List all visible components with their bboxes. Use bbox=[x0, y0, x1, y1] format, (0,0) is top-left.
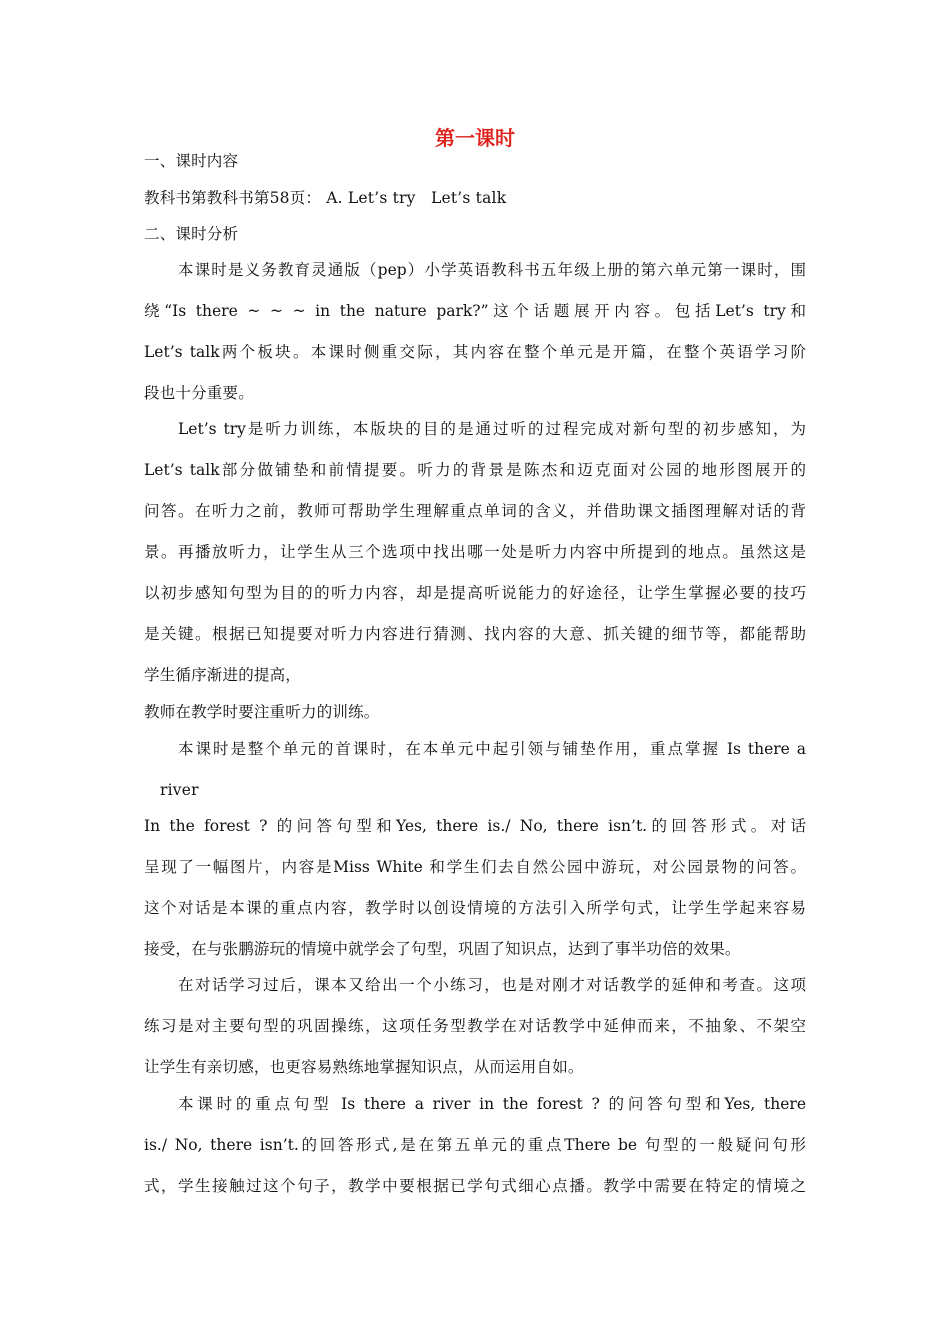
p2-line-1: Let’s try是听力训练，本版块的目的是通过听的过程完成对新句型的初步感知，为 bbox=[178, 420, 806, 438]
p3-line-1: 本课时是整个单元的首课时，在本单元中起引领与铺垫作用，重点掌握 Is there a bbox=[178, 740, 806, 758]
p5-line-2: is./ No, there isn’t.的回答形式,是在第五单元的重点There be 句型的一般疑问句形 bbox=[144, 1136, 806, 1154]
p2-line-3: 问答。在听力之前，教师可帮助学生理解重点单词的含义，并借助课文插图理解对话的背 bbox=[144, 502, 806, 520]
p2-line-4: 景。再播放听力，让学生从三个选项中找出哪一处是听力内容中所提到的地点。虽然这是 bbox=[144, 543, 806, 561]
p2-line-8: 教师在教学时要注重听力的训练。 bbox=[144, 703, 380, 721]
p3-line-6: 接受，在与张鹏游玩的情境中就学会了句型，巩固了知识点，达到了事半功倍的效果。 bbox=[144, 940, 741, 958]
p2-line-7: 学生循序渐进的提高， bbox=[144, 666, 302, 684]
p1-line-1: 本课时是义务教育灵通版（pep）小学英语教科书五年级上册的第六单元第一课时，围 bbox=[178, 261, 806, 279]
section-heading-content: 一、课时内容 bbox=[144, 152, 239, 170]
p4-line-2: 练习是对主要句型的巩固操练，这项任务型教学在对话教学中延伸而来，不抽象、不架空 bbox=[144, 1017, 806, 1035]
p5-line-1: 本课时的重点句型 Is there a river in the forest ? 的问答句型和Yes, there bbox=[178, 1095, 806, 1113]
p3-line-4: 呈现了一幅图片，内容是Miss White 和学生们去自然公园中游玩，对公园景物的问答。 bbox=[144, 858, 806, 876]
p2-line-2: Let’s talk部分做铺垫和前情提要。听力的背景是陈杰和迈克面对公园的地形图展开的 bbox=[144, 461, 806, 479]
p3-line-5: 这个对话是本课的重点内容，教学时以创设情境的方法引入所学句式，让学生学起来容易 bbox=[144, 899, 806, 917]
textbook-reference: 教科书第教科书第58页： A. Let’s try Let’s talk bbox=[144, 189, 507, 207]
p2-line-6: 是关键。根据已知提要对听力内容进行猜测、找内容的大意、抓关键的细节等，都能帮助 bbox=[144, 625, 806, 643]
p1-line-3: Let’s talk两个板块。本课时侧重交际，其内容在整个单元是开篇，在整个英语学习阶 bbox=[144, 343, 806, 361]
p1-line-4: 段也十分重要。 bbox=[144, 384, 254, 402]
p3-line-2: river bbox=[160, 781, 199, 799]
p4-line-3: 让学生有亲切感，也更容易熟练地掌握知识点，从而运用自如。 bbox=[144, 1058, 584, 1076]
section-heading-analysis: 二、课时分析 bbox=[144, 225, 239, 243]
p4-line-1: 在对话学习过后，课本又给出一个小练习，也是对刚才对话教学的延伸和考查。这项 bbox=[178, 976, 806, 994]
p2-line-5: 以初步感知句型为目的的听力内容，却是提高听说能力的好途径，让学生掌握必要的技巧 bbox=[144, 584, 806, 602]
page-title: 第一课时 bbox=[435, 126, 515, 150]
p5-line-3: 式，学生接触过这个句子，教学中要根据已学句式细心点播。教学中需要在特定的情境之 bbox=[144, 1177, 806, 1195]
p3-line-3: In the forest ? 的问答句型和Yes, there is./ No, there isn’t.的回答形式。对话 bbox=[144, 817, 806, 835]
p1-line-2: 绕“Is there ~ ~ ~ in the nature park?”这个话题展开内容。包括Let’s try和 bbox=[144, 302, 806, 320]
